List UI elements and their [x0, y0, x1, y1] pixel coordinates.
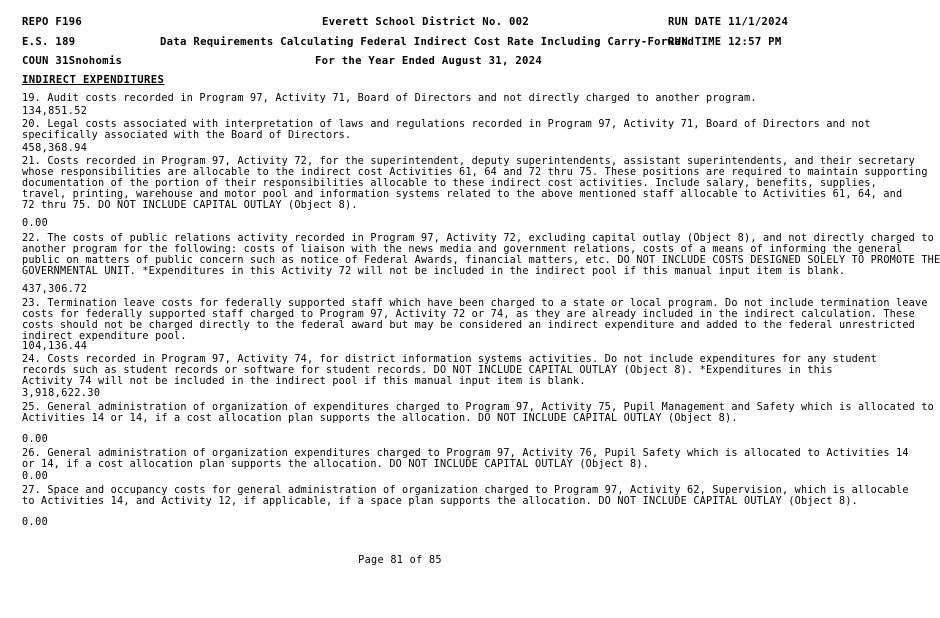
item-21-text-line-1: 21. Costs recorded in Program 97, Activity 72, for the superintendent, deputy superintendents, assistant superintendents, and their secretary: [22, 156, 916, 167]
item-22-text-line-1: 22. The costs of public relations activity recorded in Program 97, Activity 72, excluding capital outlay (Object 8), and not directly charged to: [22, 233, 935, 244]
item-22-text-line-2: another program for the following: costs of liaison with the news media and government relations, costs of a means of informing the general: [22, 244, 903, 255]
county-label: COUN 31Snohomis: [22, 55, 123, 67]
esd-label: E.S. 189: [22, 36, 76, 48]
item-26-text-line-2: or 14, if a cost allocation plan supports the allocation. DO NOT INCLUDE CAPITAL OUTLAY (Object 8).: [22, 459, 650, 470]
item-22-text-line-4: GOVERNMENTAL UNIT. *Expenditures in this Activity 72 will not be included in the indirect pool if this manual input item is blank.: [22, 266, 846, 277]
item-21-amount: 0.00: [22, 218, 49, 229]
item-25-amount: 0.00: [22, 434, 49, 445]
item-23-text-line-2: costs for federally supported staff charged to Program 97, Activity 72 or 74, as they are already included in the indirect calculation. These: [22, 309, 916, 320]
item-26-amount: 0.00: [22, 471, 49, 482]
item-25-text-line-2: Activities 14 or 14, if a cost allocation plan supports the allocation. DO NOT INCLUDE CAPITAL OUTLAY (Object 8).: [22, 413, 738, 424]
item-26-text-line-1: 26. General administration of organization expenditures charged to Program 97, Activity 76, Pupil Safety which is allocated to Activities 14: [22, 448, 909, 459]
item-27-text-line-2: to Activities 14, and Activity 12, if applicable, if a space plan supports the allocation. DO NOT INCLUDE CAPITAL OUTLAY (Object 8).: [22, 496, 859, 507]
item-21-text-line-3: documentation of the portion of their responsibilities allocable to these indirect cost activities. Include salary, benefits, supplies,: [22, 178, 878, 189]
item-24-text-line-3: Activity 74 will not be included in the indirect pool if this manual input item is blank.: [22, 376, 586, 387]
item-21-text-line-5: 72 thru 75. DO NOT INCLUDE CAPITAL OUTLAY (Object 8).: [22, 200, 358, 211]
fiscal-year-label: For the Year Ended August 31, 2024: [315, 55, 543, 67]
report-title: Data Requirements Calculating Federal Indirect Cost Rate Including Carry-Forward: [160, 36, 695, 48]
item-23-text-line-1: 23. Termination leave costs for federally supported staff which have been charged to a state or local program. Do not include termination leave: [22, 298, 928, 309]
item-27-amount: 0.00: [22, 517, 49, 528]
item-21-text-line-4: travel, printing, warehouse and motor pool and information systems related to the above mentioned staff allocable to Activities 61, 64, and: [22, 189, 903, 200]
item-23-amount: 104,136.44: [22, 341, 88, 352]
district-name: Everett School District No. 002: [322, 16, 530, 28]
item-19-text: 19. Audit costs recorded in Program 97, Activity 71, Board of Directors and not directly charged to another program.: [22, 93, 757, 104]
section-title-indirect-expenditures: INDIRECT EXPENDITURES: [22, 74, 165, 86]
item-24-amount: 3,918,622.30: [22, 388, 101, 399]
item-20-amount: 458,368.94: [22, 143, 88, 154]
item-25-text-line-1: 25. General administration of organization of expenditures charged to Program 97, Activity 75, Pupil Management and Safety which is allocated to: [22, 402, 935, 413]
item-20-text-line-2: specifically associated with the Board of Directors.: [22, 130, 352, 141]
item-23-text-line-3: costs should not be charged directly to the federal award but may be considered an indirect expenditure and added to the federal unrestricted: [22, 320, 916, 331]
run-time: RUN TIME 12:57 PM: [668, 36, 782, 48]
item-27-text-line-1: 27. Space and occupancy costs for general administration of organization charged to Program 97, Activity 62, Supervision, which is allocable: [22, 485, 909, 496]
item-19-amount: 134,851.52: [22, 106, 88, 117]
item-24-text-line-2: records such as student records or software for student records. DO NOT INCLUDE CAPITAL OUTLAY (Object 8). *Expenditures in this: [22, 365, 833, 376]
item-22-text-line-3: public on matters of public concern such as notice of Federal Awards, financial matters, etc. DO NOT INCLUDE COSTS DESIGNED SOLELY TO PROMOTE THE: [22, 255, 940, 266]
item-22-amount: 437,306.72: [22, 284, 88, 295]
page-number: Page 81 of 85: [358, 555, 442, 566]
item-20-text-line-1: 20. Legal costs associated with interpretation of laws and regulations recorded in Program 97, Activity 71, Board of Directors and not: [22, 119, 871, 130]
run-date: RUN DATE 11/1/2024: [668, 16, 789, 28]
report-id-label: REPO F196: [22, 16, 83, 28]
item-21-text-line-2: whose responsibilities are allocable to the indirect cost Activities 61, 64 and 72 thru 75. These positions are required to maintain supporting: [22, 167, 928, 178]
item-24-text-line-1: 24. Costs recorded in Program 97, Activity 74, for district information systems activities. Do not include expenditures for any student: [22, 354, 878, 365]
item-23-text-line-4: indirect expenditure pool.: [22, 331, 187, 342]
